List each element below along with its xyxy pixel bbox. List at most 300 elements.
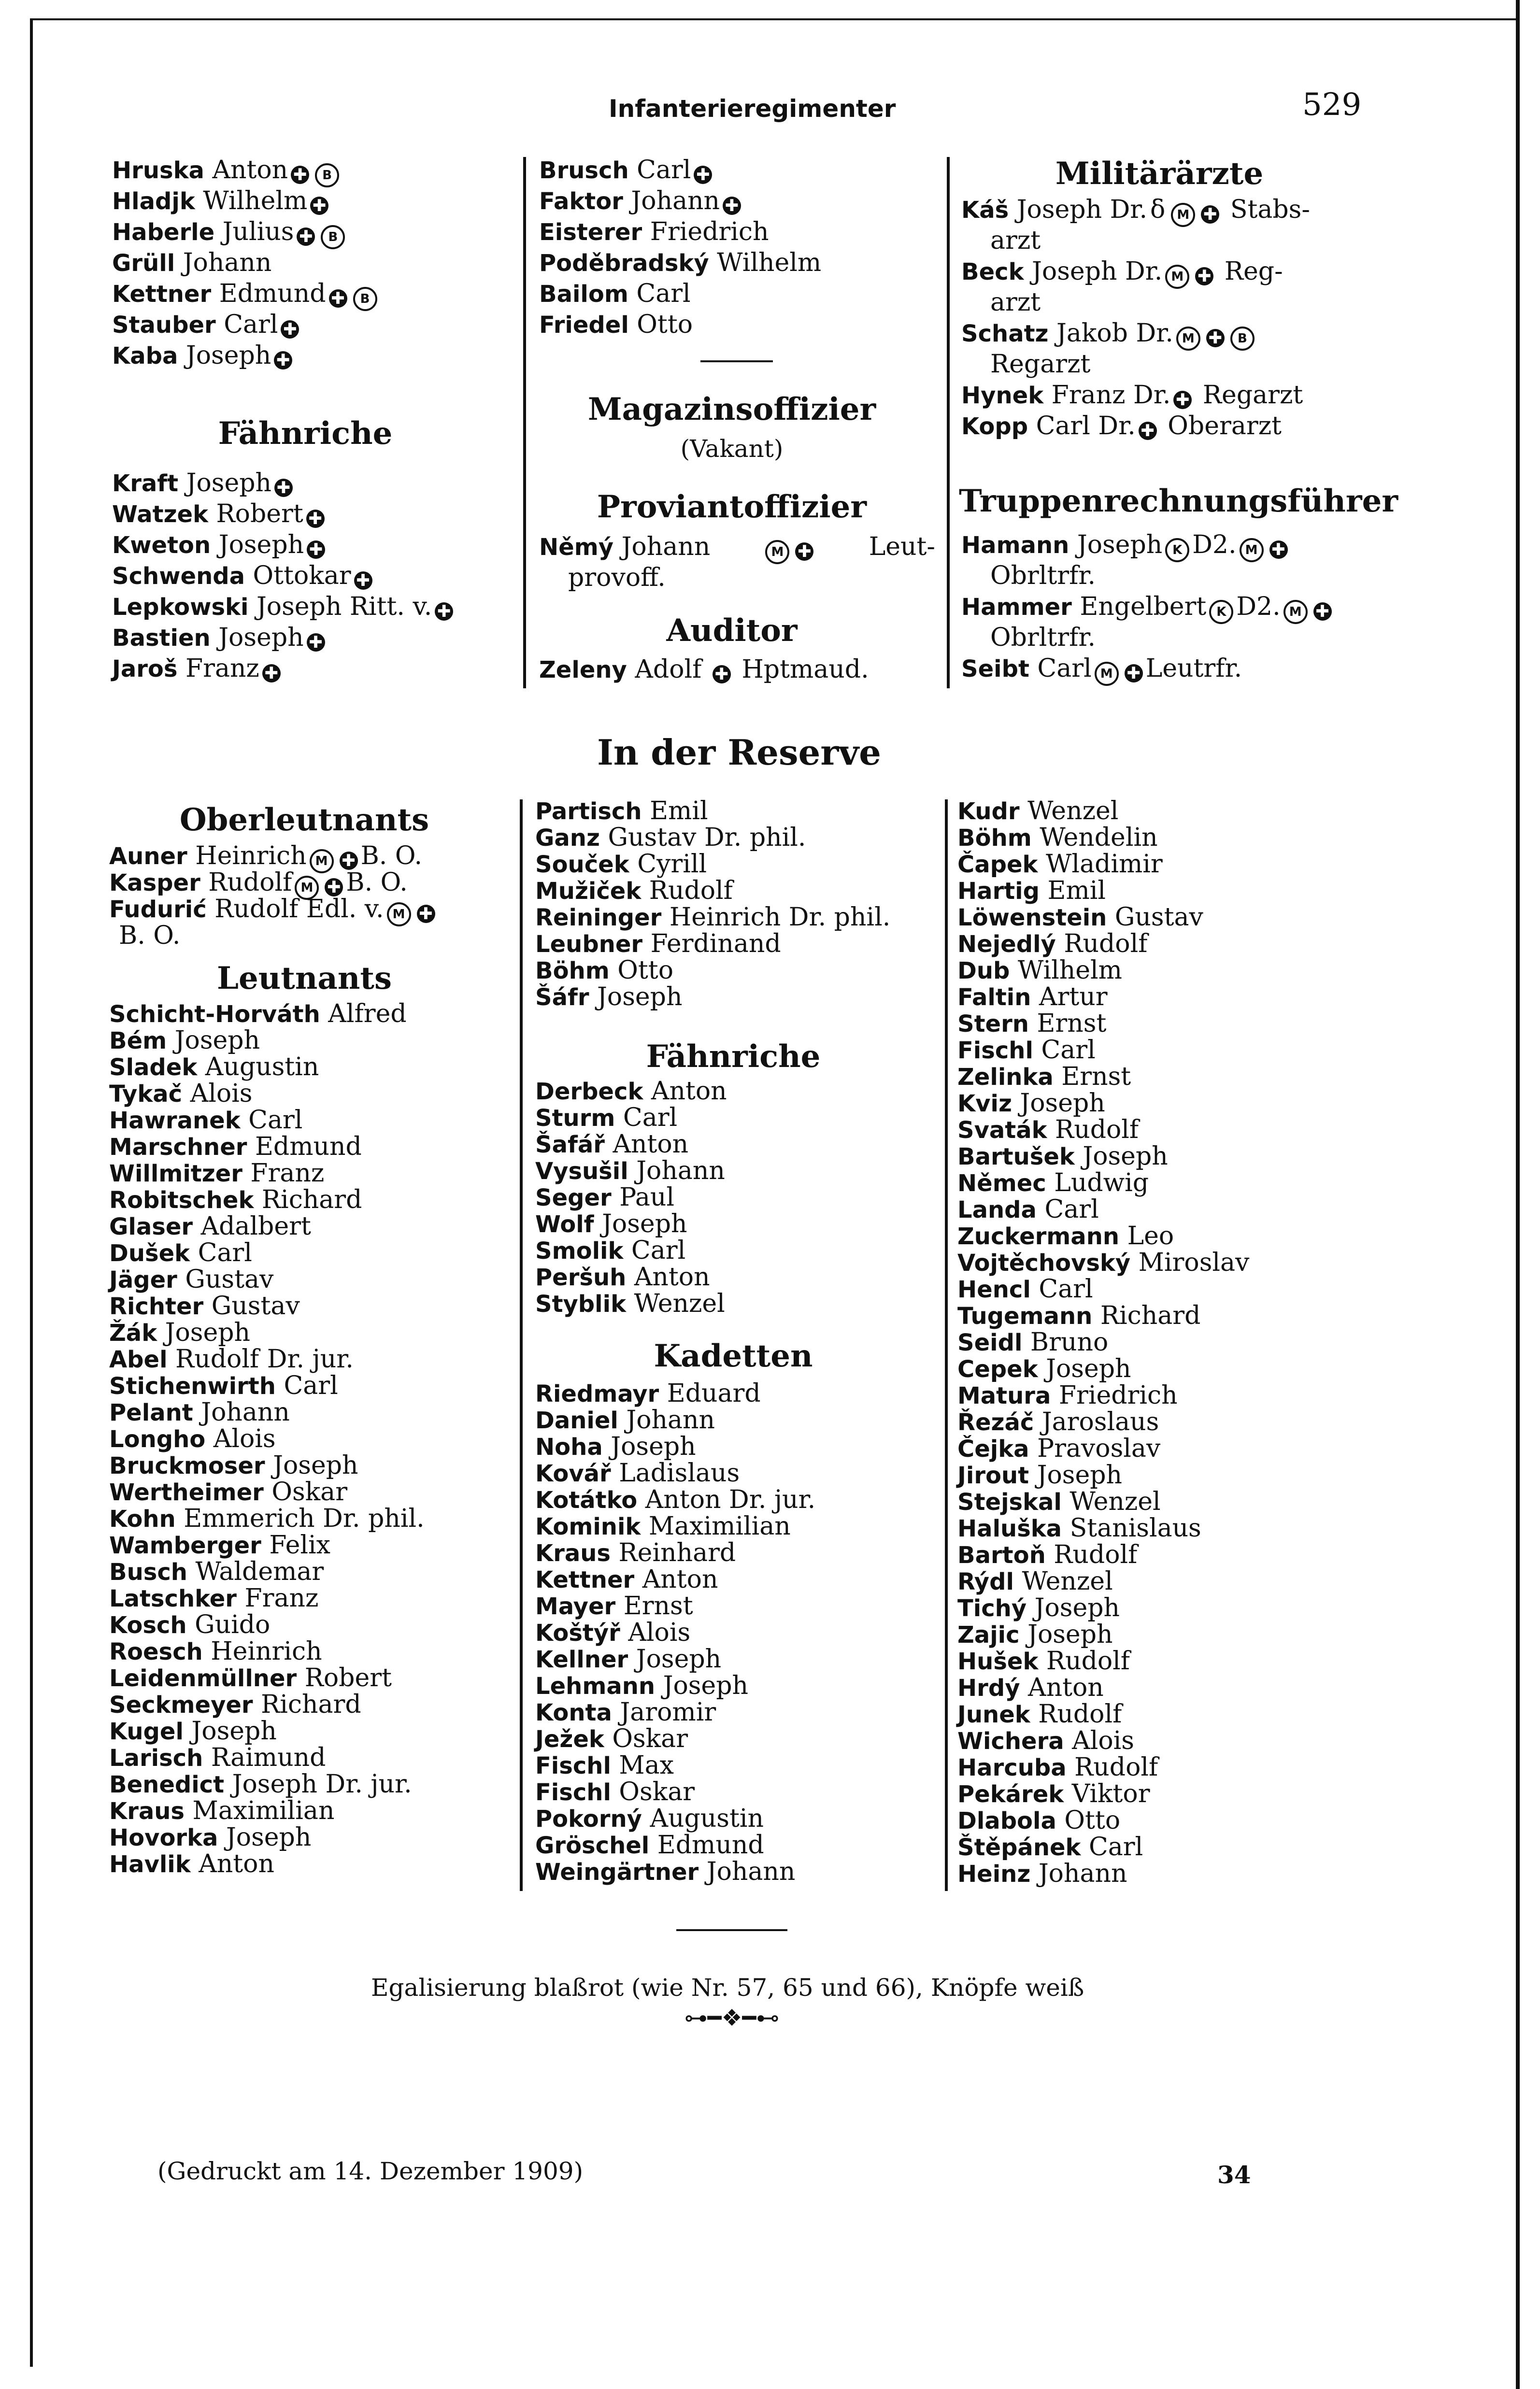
given-name: Rudolf (1055, 1115, 1139, 1144)
given-name: Augustin (650, 1804, 764, 1833)
given-name: Heinrich (195, 841, 307, 870)
list-item (957, 1861, 1358, 1887)
given-name: Wilhelm (717, 248, 822, 277)
list-item (535, 1806, 936, 1832)
given-name: Alois (213, 1424, 276, 1453)
given-name: Carl (623, 1103, 678, 1132)
list-item (957, 1834, 1358, 1861)
surname: Konta (535, 1699, 612, 1726)
reserve-note: B. O. (346, 868, 408, 897)
given-name: Ludwig (1054, 1168, 1149, 1197)
given-name: Johann (183, 248, 272, 277)
given-name: Edmund (255, 1132, 362, 1161)
list-item (957, 1356, 1358, 1382)
given-name: Johann (626, 1406, 715, 1435)
column-divider-reserve-1 (520, 799, 523, 1891)
given-name: Friedrich (650, 217, 769, 246)
cross-icon: ✚ (354, 571, 372, 590)
rank: Oberarzt (1168, 412, 1282, 441)
list-item (535, 878, 936, 904)
given-name: Franz (250, 1159, 325, 1188)
surname: Harcuba (957, 1754, 1067, 1781)
surname: Roesch (109, 1638, 203, 1665)
surname: Dušek (109, 1240, 190, 1267)
given-name: Rudolf (1054, 1540, 1138, 1569)
list-item (535, 1646, 936, 1673)
surname: Kovář (535, 1460, 611, 1487)
surname: Fischl (535, 1752, 611, 1779)
surname: Richter (109, 1293, 204, 1320)
list-item (957, 1037, 1358, 1064)
surname: Longho (109, 1426, 206, 1453)
militaeraerzte-list (961, 194, 1362, 441)
list-item (957, 1754, 1358, 1781)
given-name: Julius (222, 217, 294, 246)
list-item (957, 1223, 1358, 1250)
surname: Schwenda (112, 563, 245, 590)
list-item (109, 1692, 515, 1718)
cross-icon: ✚ (325, 878, 343, 896)
given-name: Richard (261, 1185, 362, 1214)
surname: Löwenstein (957, 904, 1107, 931)
list-item (957, 984, 1358, 1010)
oberleutnants-heading: Oberleutnants (179, 802, 429, 838)
given-name: Wilhelm (1017, 956, 1122, 985)
page-border-top (30, 18, 1518, 20)
given-name: Anton (642, 1565, 718, 1594)
given-name: Jaroslaus (1041, 1408, 1159, 1436)
list-item (535, 984, 936, 1010)
given-name: Anton Dr. jur. (645, 1485, 816, 1514)
cross-icon: ✚ (694, 166, 712, 184)
surname: Benedict (109, 1771, 225, 1798)
given-name: Robert (304, 1664, 392, 1692)
list-item (112, 560, 513, 591)
given-name: Joseph Dr. (1016, 195, 1147, 224)
surname: Hrdý (957, 1675, 1020, 1702)
surname: Ježek (535, 1726, 604, 1753)
cross-icon: ✚ (1173, 391, 1192, 409)
list-item (961, 653, 1362, 684)
militaeraerzte-heading: Militärärzte (1055, 156, 1264, 192)
list-item (535, 1264, 936, 1291)
list-item (535, 1407, 936, 1434)
given-name: Carl (636, 279, 691, 308)
surname: Cepek (957, 1356, 1038, 1383)
surname: Kettner (112, 281, 212, 308)
list-item (109, 1107, 515, 1134)
given-name: Wladimir (1045, 850, 1163, 879)
list-item (957, 798, 1358, 825)
auditor-rank: Hptmaud. (741, 655, 869, 684)
given-name: Joseph (663, 1671, 748, 1700)
col2-officers (539, 155, 940, 340)
surname: Weingärtner (535, 1859, 699, 1886)
reserve-note: B. O. (360, 841, 422, 870)
list-item (957, 1010, 1358, 1037)
given-name: Gustav (185, 1265, 274, 1294)
list-item (109, 1187, 515, 1213)
given-name: Carl (1039, 1275, 1093, 1304)
list-item (535, 1460, 936, 1487)
surname: Hawranek (109, 1107, 241, 1134)
given-name: Miroslav (1138, 1248, 1250, 1277)
list-item (535, 1699, 936, 1726)
list-item (112, 309, 513, 340)
cross-icon: ✚ (297, 228, 315, 246)
surname: Grüll (112, 250, 175, 277)
surname: Schatz (961, 320, 1049, 347)
list-item (112, 247, 513, 278)
page-border-left (30, 19, 33, 2367)
list-item (957, 1276, 1358, 1303)
list-item (112, 216, 513, 247)
given-name: Max (619, 1751, 674, 1780)
list-item (957, 851, 1358, 878)
given-name: Ottokar (253, 561, 351, 590)
leutnants-list (109, 1001, 515, 1877)
cross-icon: ✚ (795, 542, 813, 561)
list-item (535, 1158, 936, 1184)
given-name: Artur (1039, 982, 1108, 1011)
surname: Tykač (109, 1081, 183, 1108)
given-name: Carl (631, 1236, 686, 1265)
list-item (535, 1593, 936, 1620)
given-name: Joseph Dr. (1032, 257, 1163, 286)
surname: Rýdl (957, 1568, 1014, 1595)
cross-icon: ✚ (340, 852, 358, 870)
col1-faehnriche-list (112, 468, 513, 684)
given-name: Maximilian (648, 1512, 791, 1541)
surname: Kopp (961, 413, 1028, 440)
given-name: Joseph (636, 1645, 722, 1674)
cross-icon: ✚ (435, 602, 453, 621)
column-divider-top-2 (947, 157, 950, 688)
surname: Bartoň (957, 1542, 1046, 1569)
circle-letter-badge-icon: K (1209, 600, 1233, 624)
surname: Mayer (535, 1593, 616, 1620)
surname: Sladek (109, 1054, 198, 1081)
given-name: Rudolf Dr. jur. (175, 1345, 354, 1374)
surname: Šáfr (535, 984, 589, 1011)
list-item (109, 1426, 515, 1452)
list-item (109, 1240, 515, 1266)
list-item (535, 1540, 936, 1566)
surname: Eisterer (539, 219, 642, 246)
given-name: Joseph Dr. jur. (232, 1770, 412, 1799)
given-name: Otto (617, 956, 674, 985)
rank-cont: Regarzt (990, 350, 1091, 379)
rank-cont: Obrltrfr. (990, 561, 1096, 590)
cross-icon: ✚ (307, 540, 325, 559)
list-item (535, 1620, 936, 1646)
list-item (109, 1771, 515, 1798)
given-name: Carl (1089, 1833, 1143, 1862)
list-item (535, 1673, 936, 1699)
list-item (109, 1665, 515, 1692)
rank: Reg- (1224, 257, 1283, 286)
given-name: Otto (1064, 1806, 1121, 1835)
surname: Glaser (109, 1213, 193, 1240)
cross-icon: ✚ (307, 633, 325, 652)
given-name: Jaromir (620, 1698, 716, 1727)
egalisierung-note: Egalisierung blaßrot (wie Nr. 57, 65 und 66), Knöpfe weiß (371, 1974, 1084, 2002)
surname: Vysušil (535, 1158, 628, 1185)
list-item (957, 1568, 1358, 1595)
proviant-rank: Leut- (869, 532, 935, 561)
col1-faehnriche-heading: Fähnriche (218, 415, 393, 452)
list-item (109, 1346, 515, 1373)
cross-icon: ✚ (274, 479, 293, 497)
given-name: Engelbert (1080, 592, 1207, 621)
list-item (957, 1196, 1358, 1223)
given-name: Carl (224, 310, 278, 339)
surname: Kominik (535, 1513, 641, 1540)
given-name: Johann (636, 1156, 725, 1185)
given-name: Rudolf (208, 868, 292, 897)
auditor-heading: Auditor (666, 612, 798, 649)
surname: Riedmayr (535, 1380, 659, 1408)
given-name: Ernst (1037, 1009, 1107, 1038)
column-divider-top-1 (523, 157, 526, 688)
given-name: Joseph (273, 1451, 358, 1480)
given-name: Cyrill (637, 850, 707, 879)
surname: Friedel (539, 312, 629, 339)
list-item (957, 1143, 1358, 1170)
running-header: Infanterieregimenter (609, 95, 896, 123)
given-name: Viktor (1071, 1779, 1150, 1808)
list-item (535, 1726, 936, 1752)
page-number: 529 (1302, 87, 1362, 123)
given-name: Oskar (271, 1478, 348, 1507)
given-name: Rudolf (1074, 1753, 1158, 1782)
list-item (112, 591, 513, 622)
given-name: Carl Dr. (1036, 412, 1136, 441)
given-name: Johann (706, 1857, 796, 1886)
circle-letter-badge-icon: M (295, 876, 319, 900)
surname: Haluška (957, 1515, 1062, 1542)
magazin-heading: Magazinsoffizier (587, 391, 876, 427)
list-item (535, 1487, 936, 1513)
given-name: Franz (244, 1584, 319, 1613)
list-item (961, 318, 1362, 349)
surname: Jaroš (112, 655, 178, 683)
surname: Tugemann (957, 1303, 1093, 1330)
column-divider-reserve-2 (945, 799, 948, 1891)
surname: Faltin (957, 984, 1031, 1011)
surname: Peršuh (535, 1264, 627, 1291)
list-item (535, 1291, 936, 1317)
cross-icon: ✚ (1206, 329, 1225, 347)
surname: Havlik (109, 1851, 191, 1878)
reserve-faehnriche-heading: Fähnriche (646, 1038, 821, 1075)
surname: Koštýř (535, 1620, 620, 1647)
given-name: Wenzel (1027, 796, 1119, 825)
rank-cont: arzt (990, 288, 1041, 317)
surname: Kugel (109, 1718, 184, 1745)
list-item (535, 1105, 936, 1131)
given-name: Joseph (1046, 1354, 1131, 1383)
kadetten-heading: Kadetten (654, 1338, 813, 1374)
list-item (109, 1506, 515, 1532)
cross-icon: ✚ (1195, 267, 1213, 285)
cross-icon: ✚ (329, 289, 347, 308)
surname: Stejskal (957, 1489, 1062, 1516)
list-item (109, 843, 515, 869)
surname: Čapek (957, 851, 1038, 878)
given-name: Richard (261, 1690, 361, 1719)
given-name: Johann (631, 186, 720, 215)
list-item (109, 1745, 515, 1771)
surname: Latschker (109, 1585, 237, 1612)
surname: Smolik (535, 1237, 624, 1265)
given-name: Adalbert (200, 1212, 311, 1241)
surname: Leidenmüllner (109, 1665, 297, 1692)
auditor-entry (539, 654, 935, 685)
surname: Kaba (112, 342, 178, 370)
surname: Hammer (961, 594, 1072, 621)
surname: Jirout (957, 1462, 1029, 1489)
given-name: Anton (651, 1077, 727, 1106)
proviant-heading: Proviantoffizier (597, 489, 867, 525)
list-item (957, 1064, 1358, 1090)
reserve-heading: In der Reserve (597, 732, 881, 773)
list-item (535, 1513, 936, 1540)
list-item (112, 185, 513, 216)
surname: Marschner (109, 1134, 247, 1161)
given-name: Joseph (218, 623, 304, 652)
rank-class: D2. (1192, 530, 1237, 559)
list-item (112, 340, 513, 371)
surname: Böhm (957, 825, 1032, 852)
list-item (957, 1303, 1358, 1329)
proviant-rank-cont: provoff. (568, 563, 666, 592)
surname: Ganz (535, 825, 600, 852)
list-item (957, 931, 1358, 957)
list-item (957, 878, 1358, 904)
footer-rule (676, 1929, 787, 1931)
given-name: Joseph (1034, 1593, 1120, 1622)
rank-class: D2. (1236, 592, 1281, 621)
given-name: Emil (650, 796, 708, 825)
list-item (109, 1001, 515, 1027)
surname: Willmitzer (109, 1160, 242, 1187)
surname: Junek (957, 1701, 1030, 1728)
given-name: Wendelin (1040, 823, 1158, 852)
list-item (109, 1532, 515, 1559)
surname: Bastien (112, 625, 211, 652)
surname: Larisch (109, 1745, 203, 1772)
cross-icon: ✚ (1201, 205, 1219, 224)
list-item (535, 1859, 936, 1885)
given-name: Waldemar (195, 1557, 324, 1586)
col2-rule (700, 360, 773, 362)
list-item (109, 1373, 515, 1399)
surname: Hladjk (112, 188, 195, 215)
given-name: Edmund (657, 1831, 764, 1860)
list-item (961, 194, 1362, 225)
proviant-name: Němý (539, 534, 614, 561)
list-item (539, 216, 940, 247)
surname: Fischl (535, 1779, 611, 1806)
cross-icon: ✚ (1269, 540, 1288, 559)
surname: Jäger (109, 1266, 177, 1294)
given-name: Richard (1100, 1301, 1201, 1330)
cross-icon: ✚ (306, 510, 325, 528)
surname: Leubner (535, 931, 643, 958)
list-item (957, 1462, 1358, 1489)
given-name: Alois (1072, 1726, 1134, 1755)
rank-cont: Obrltrfr. (990, 623, 1096, 652)
surname: Seger (535, 1184, 612, 1211)
given-name: Edmund (219, 279, 326, 308)
surname: Watzek (112, 501, 208, 528)
reserve-col2-list (535, 798, 936, 1010)
list-item (109, 1266, 515, 1293)
list-item (535, 1184, 936, 1211)
list-item (112, 498, 513, 529)
list-item (109, 1293, 515, 1320)
list-item (109, 1320, 515, 1346)
surname: Hartig (957, 878, 1040, 905)
given-name: Gustav Dr. phil. (608, 823, 806, 852)
cross-icon: ✚ (417, 905, 435, 923)
list-item (535, 825, 936, 851)
auditor-given: Adolf (635, 655, 702, 684)
given-name: Emmerich Dr. phil. (184, 1504, 425, 1533)
list-item (957, 1515, 1358, 1542)
surname: Daniel (535, 1407, 618, 1434)
cross-icon: ✚ (281, 320, 299, 339)
list-item (539, 155, 940, 185)
given-name: Wenzel (634, 1289, 725, 1318)
given-name: Carl (248, 1106, 303, 1135)
surname: Kasper (109, 869, 200, 896)
list-item (957, 957, 1358, 984)
page-border-right (1516, 0, 1520, 2389)
surname: Heinz (957, 1861, 1031, 1888)
given-name: Joseph (1077, 530, 1163, 559)
circle-letter-badge-icon: M (1171, 203, 1195, 227)
given-name: Rudolf (1046, 1647, 1130, 1676)
list-item (109, 1054, 515, 1081)
rank: Leutrfr. (1145, 654, 1242, 683)
given-name: Heinrich Dr. phil. (669, 903, 891, 932)
surname: Seckmeyer (109, 1692, 253, 1719)
surname: Hušek (957, 1648, 1039, 1675)
list-item (535, 851, 936, 878)
list-item (112, 278, 513, 309)
printed-date: (Gedruckt am 14. Dezember 1909) (157, 2157, 584, 2185)
surname: Mužiček (535, 878, 642, 905)
list-item (109, 896, 515, 923)
given-name: Joseph (1083, 1142, 1168, 1171)
given-name: Alois (628, 1618, 691, 1647)
cross-icon: ✚ (262, 664, 281, 683)
list-item (535, 1211, 936, 1237)
list-item (535, 1380, 936, 1407)
list-item (109, 1585, 515, 1612)
surname: Stern (957, 1010, 1029, 1038)
surname: Káš (961, 197, 1009, 224)
list-item (535, 1752, 936, 1779)
list-item (961, 256, 1362, 287)
given-name: Joseph (597, 982, 683, 1011)
magazin-note: (Vakant) (680, 435, 784, 463)
surname: Abel (109, 1346, 168, 1373)
surname: Fudurić (109, 896, 207, 923)
surname: Zuckermann (957, 1223, 1120, 1250)
